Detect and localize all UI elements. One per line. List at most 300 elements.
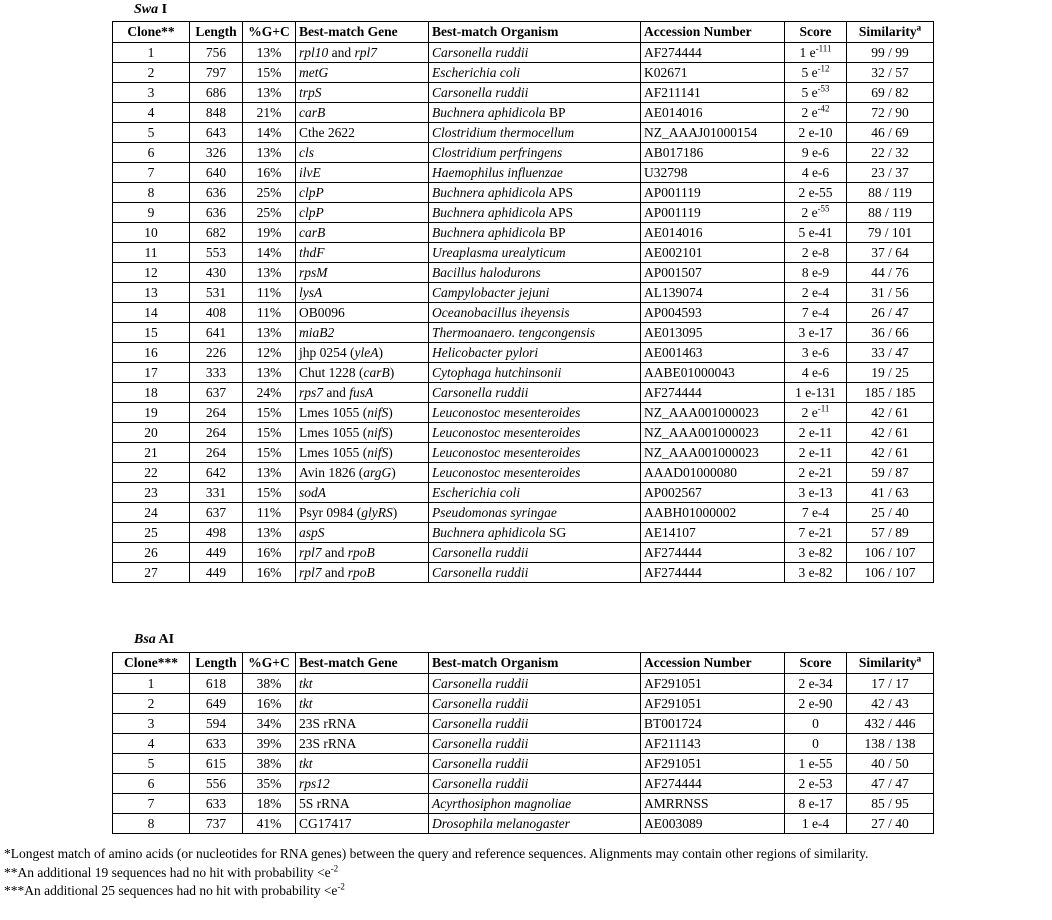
cell-score-segment: 3 e-82 <box>798 564 833 580</box>
cell-gene-segment: ) <box>388 444 393 460</box>
cell-organism-segment: Carsonella ruddii <box>432 544 529 560</box>
cell-organism-segment: Carsonella ruddii <box>432 695 529 711</box>
cell-gene-segment: glyRS <box>361 504 393 520</box>
cell-clone: 23 <box>113 483 190 503</box>
cell-organism-segment: Carsonella ruddii <box>432 675 529 691</box>
cell-gene-segment: 23S rRNA <box>299 715 357 731</box>
cell-organism-segment: Escherichia coli <box>432 64 521 80</box>
cell-organism <box>429 694 641 714</box>
cell-score <box>785 423 847 443</box>
cell-gene <box>296 243 429 263</box>
cell-score-segment: 7 e-4 <box>801 304 830 320</box>
col-header-organism: Best-match Organism <box>429 22 641 43</box>
table-row <box>113 83 934 103</box>
cell-similarity: 72 / 90 <box>847 103 934 123</box>
cell-gene <box>296 323 429 343</box>
cell-organism-segment: Pseudomonas syringae <box>432 504 557 520</box>
cell-organism <box>429 123 641 143</box>
cell-organism-segment: APS <box>545 184 574 200</box>
cell-organism <box>429 503 641 523</box>
table-row <box>113 674 934 694</box>
cell-organism-segment: Leuconostoc mesenteroides <box>432 424 581 440</box>
cell-clone: 3 <box>113 83 190 103</box>
cell-gene <box>296 774 429 794</box>
cell-gene-segment: rps12 <box>299 775 330 791</box>
cell-length: 682 <box>190 223 243 243</box>
cell-gene-segment: CG17417 <box>299 815 352 831</box>
cell-gene-segment: Lmes 1055 ( <box>299 444 368 460</box>
cell-gene <box>296 503 429 523</box>
cell-score <box>785 223 847 243</box>
col-header-organism: Best-match Organism <box>429 653 641 674</box>
cell-organism-segment: APS <box>545 204 574 220</box>
cell-length: 641 <box>190 323 243 343</box>
col-header-clone: Clone** <box>113 22 190 43</box>
cell-length: 737 <box>190 814 243 834</box>
cell-gene-segment: clpP <box>299 184 324 200</box>
table-row <box>113 43 934 63</box>
cell-organism <box>429 243 641 263</box>
cell-gc: 12% <box>243 343 296 363</box>
cell-gc: 13% <box>243 43 296 63</box>
bsa-header-row <box>113 653 934 674</box>
cell-score <box>785 774 847 794</box>
cell-similarity: 42 / 61 <box>847 423 934 443</box>
cell-length: 633 <box>190 794 243 814</box>
cell-length: 643 <box>190 123 243 143</box>
cell-score-segment: 3 e-6 <box>801 344 830 360</box>
cell-score <box>785 523 847 543</box>
cell-gene-segment: fusA <box>349 384 374 400</box>
cell-gene-segment: tkt <box>299 755 313 771</box>
cell-organism-segment: BP <box>545 224 566 240</box>
cell-organism <box>429 543 641 563</box>
cell-clone: 18 <box>113 383 190 403</box>
cell-gene <box>296 734 429 754</box>
cell-length: 636 <box>190 203 243 223</box>
cell-gc: 41% <box>243 814 296 834</box>
col-header-length: Length <box>190 22 243 43</box>
cell-gene-segment: 5S rRNA <box>299 795 350 811</box>
col-header-clone: Clone*** <box>113 653 190 674</box>
cell-organism <box>429 443 641 463</box>
cell-length: 333 <box>190 363 243 383</box>
table-row <box>113 814 934 834</box>
cell-similarity: 40 / 50 <box>847 754 934 774</box>
cell-clone: 22 <box>113 463 190 483</box>
cell-organism-segment: Cytophaga hutchinsonii <box>432 364 562 380</box>
cell-score-segment: -11 <box>817 403 830 413</box>
cell-gc: 35% <box>243 774 296 794</box>
cell-length: 640 <box>190 163 243 183</box>
cell-organism <box>429 43 641 63</box>
cell-gene-segment: ) <box>392 504 398 520</box>
cell-accession: NZ_AAA001000023 <box>641 443 785 463</box>
cell-organism-segment: Leuconostoc mesenteroides <box>432 444 581 460</box>
cell-length: 331 <box>190 483 243 503</box>
footnote-similarity: *Longest match of amino acids (or nucleotides for RNA genes) between the query and reference sequences. Alignments may contain other regions of similarity. <box>4 846 869 861</box>
cell-similarity: 432 / 446 <box>847 714 934 734</box>
cell-clone: 3 <box>113 714 190 734</box>
cell-length: 449 <box>190 543 243 563</box>
cell-accession: AF274444 <box>641 43 785 63</box>
cell-similarity: 69 / 82 <box>847 83 934 103</box>
cell-organism-segment: Clostridium thermocellum <box>432 124 575 140</box>
cell-gc: 11% <box>243 283 296 303</box>
swa-i-table <box>112 21 934 583</box>
cell-organism-segment: Carsonella ruddii <box>432 715 529 731</box>
cell-clone: 27 <box>113 563 190 583</box>
cell-organism-segment: Buchnera aphidicola <box>432 184 546 200</box>
cell-organism <box>429 303 641 323</box>
cell-clone: 9 <box>113 203 190 223</box>
cell-length: 553 <box>190 243 243 263</box>
cell-gene <box>296 223 429 243</box>
cell-clone: 1 <box>113 43 190 63</box>
cell-gene <box>296 814 429 834</box>
cell-accession: AP001119 <box>641 183 785 203</box>
cell-score-segment: 3 e-17 <box>798 324 833 340</box>
cell-clone: 21 <box>113 443 190 463</box>
table-row <box>113 263 934 283</box>
cell-organism-segment: BP <box>545 104 566 120</box>
cell-gene-segment: rpl7 <box>354 44 378 60</box>
cell-organism-segment: Haemophilus influenzae <box>432 164 563 180</box>
cell-organism-segment: Leuconostoc mesenteroides <box>432 464 581 480</box>
cell-score <box>785 283 847 303</box>
cell-similarity: 85 / 95 <box>847 794 934 814</box>
cell-gene-segment: tkt <box>299 695 313 711</box>
cell-gene-segment: Avin 1826 ( <box>299 464 364 480</box>
cell-gene-segment: rpl7 <box>299 544 322 560</box>
cell-gc: 18% <box>243 794 296 814</box>
cell-gene <box>296 383 429 403</box>
cell-score-segment: 3 e-13 <box>798 484 833 500</box>
cell-clone: 13 <box>113 283 190 303</box>
table-row <box>113 734 934 754</box>
cell-clone: 20 <box>113 423 190 443</box>
cell-clone: 10 <box>113 223 190 243</box>
bsa-ai-table <box>112 652 934 834</box>
cell-similarity: 23 / 37 <box>847 163 934 183</box>
cell-organism-segment: Carsonella ruddii <box>432 564 529 580</box>
cell-clone: 2 <box>113 63 190 83</box>
cell-gene-segment: rps7 <box>299 384 324 400</box>
cell-similarity: 42 / 61 <box>847 443 934 463</box>
cell-score-segment: 7 e-21 <box>798 524 833 540</box>
cell-length: 226 <box>190 343 243 363</box>
cell-length: 686 <box>190 83 243 103</box>
cell-gc: 24% <box>243 383 296 403</box>
cell-accession: AP002567 <box>641 483 785 503</box>
cell-length: 637 <box>190 503 243 523</box>
cell-gene-segment: thdF <box>299 244 325 260</box>
cell-organism-segment: Carsonella ruddii <box>432 384 529 400</box>
cell-gene-segment: OB0096 <box>299 304 345 320</box>
col-header-accession: Accession Number <box>641 653 785 674</box>
cell-gc: 16% <box>243 163 296 183</box>
cell-accession: AABE01000043 <box>641 363 785 383</box>
cell-gc: 15% <box>243 443 296 463</box>
cell-score <box>785 694 847 714</box>
cell-score-segment: 2 e-10 <box>798 124 833 140</box>
cell-score <box>785 443 847 463</box>
cell-score-segment: 2 e <box>801 104 818 120</box>
cell-clone: 2 <box>113 694 190 714</box>
cell-organism-segment: Carsonella ruddii <box>432 775 529 791</box>
cell-length: 264 <box>190 443 243 463</box>
cell-score-segment: 7 e-4 <box>801 504 830 520</box>
footnote-swa-no-hit: **An additional 19 sequences had no hit with probability $<e^{-2}$ <box>4 863 339 880</box>
cell-gene-segment: and <box>321 564 348 580</box>
cell-accession: NZ_AAAJ01000154 <box>641 123 785 143</box>
cell-organism <box>429 163 641 183</box>
cell-gc: 38% <box>243 754 296 774</box>
cell-score <box>785 63 847 83</box>
cell-accession: NZ_AAA001000023 <box>641 403 785 423</box>
col-header-score: Score <box>785 22 847 43</box>
cell-score <box>785 303 847 323</box>
table-row <box>113 463 934 483</box>
cell-accession: AP004593 <box>641 303 785 323</box>
cell-accession: AE002101 <box>641 243 785 263</box>
cell-clone: 15 <box>113 323 190 343</box>
cell-length: 449 <box>190 563 243 583</box>
cell-accession: AP001119 <box>641 203 785 223</box>
cell-gene-segment: ) <box>389 364 395 380</box>
cell-accession: AF274444 <box>641 383 785 403</box>
cell-organism-segment: Leuconostoc mesenteroides <box>432 404 581 420</box>
cell-gc: 15% <box>243 403 296 423</box>
cell-score <box>785 814 847 834</box>
cell-accession: AP001507 <box>641 263 785 283</box>
cell-gc: 13% <box>243 263 296 283</box>
cell-gene-segment: rpsM <box>299 264 328 280</box>
cell-score <box>785 343 847 363</box>
table-row <box>113 423 934 443</box>
swa-table-body <box>113 43 934 583</box>
table-row <box>113 774 934 794</box>
cell-gc: 16% <box>243 543 296 563</box>
cell-score-segment: 4 e-6 <box>801 364 830 380</box>
swa-table-title: Swa I <box>134 2 168 17</box>
cell-score <box>785 243 847 263</box>
cell-gc: 34% <box>243 714 296 734</box>
cell-score <box>785 463 847 483</box>
cell-length: 408 <box>190 303 243 323</box>
cell-score-segment: -55 <box>817 203 830 213</box>
cell-organism-segment: Carsonella ruddii <box>432 735 529 751</box>
cell-similarity: 99 / 99 <box>847 43 934 63</box>
cell-organism-segment: Buchnera aphidicola <box>432 104 546 120</box>
cell-gene <box>296 714 429 734</box>
cell-gc: 38% <box>243 674 296 694</box>
table-row <box>113 443 934 463</box>
cell-organism-segment: Drosophila melanogaster <box>432 815 570 831</box>
cell-accession: AAAD01000080 <box>641 463 785 483</box>
cell-gene-segment: sodA <box>299 484 326 500</box>
cell-gene <box>296 303 429 323</box>
cell-similarity: 57 / 89 <box>847 523 934 543</box>
table-row <box>113 63 934 83</box>
cell-length: 264 <box>190 423 243 443</box>
table-row <box>113 323 934 343</box>
cell-score-segment: 2 e-11 <box>798 444 833 460</box>
cell-score-segment: 2 e-34 <box>798 675 833 691</box>
cell-score <box>785 714 847 734</box>
cell-organism-segment: Carsonella ruddii <box>432 84 529 100</box>
cell-score-segment: 1 e-131 <box>795 384 836 400</box>
table-row <box>113 243 934 263</box>
cell-score <box>785 674 847 694</box>
cell-organism <box>429 283 641 303</box>
cell-gene-segment: 23S rRNA <box>299 735 357 751</box>
cell-gene <box>296 123 429 143</box>
cell-score <box>785 383 847 403</box>
cell-gc: 13% <box>243 323 296 343</box>
cell-similarity: 46 / 69 <box>847 123 934 143</box>
cell-gene <box>296 43 429 63</box>
cell-similarity: 41 / 63 <box>847 483 934 503</box>
cell-gene-segment: ) <box>378 344 383 360</box>
cell-clone: 6 <box>113 143 190 163</box>
cell-gc: 13% <box>243 463 296 483</box>
cell-score-segment: 3 e-82 <box>798 544 833 560</box>
cell-gene <box>296 523 429 543</box>
cell-similarity: 22 / 32 <box>847 143 934 163</box>
cell-organism <box>429 323 641 343</box>
cell-gene-segment: Cthe 2622 <box>299 124 355 140</box>
cell-length: 637 <box>190 383 243 403</box>
cell-gene-segment: carB <box>299 224 326 240</box>
cell-gene-segment: aspS <box>299 524 325 540</box>
cell-accession: AF291051 <box>641 754 785 774</box>
table-row <box>113 143 934 163</box>
cell-similarity: 25 / 40 <box>847 503 934 523</box>
cell-score-segment: 2 e-21 <box>798 464 833 480</box>
cell-gene <box>296 163 429 183</box>
cell-gene-segment: ) <box>388 404 393 420</box>
cell-accession: AF211143 <box>641 734 785 754</box>
cell-score-segment: 2 e-4 <box>801 284 830 300</box>
cell-accession: U32798 <box>641 163 785 183</box>
cell-gene-segment: and <box>328 44 355 60</box>
cell-gene-segment: Psyr 0984 ( <box>299 504 362 520</box>
cell-accession: AMRRNSS <box>641 794 785 814</box>
cell-organism-segment: Ureaplasma urealyticum <box>432 244 566 260</box>
cell-score <box>785 403 847 423</box>
cell-length: 615 <box>190 754 243 774</box>
cell-gene <box>296 563 429 583</box>
cell-similarity: 47 / 47 <box>847 774 934 794</box>
cell-organism-segment: Campylobacter jejuni <box>432 284 550 300</box>
cell-gc: 15% <box>243 63 296 83</box>
cell-score-segment: 8 e-17 <box>798 795 833 811</box>
cell-similarity: 138 / 138 <box>847 734 934 754</box>
cell-gene <box>296 483 429 503</box>
cell-organism-segment: Clostridium perfringens <box>432 144 563 160</box>
cell-gene <box>296 203 429 223</box>
cell-accession: AF274444 <box>641 563 785 583</box>
cell-organism <box>429 814 641 834</box>
cell-gene-segment: carB <box>363 364 390 380</box>
cell-similarity: 33 / 47 <box>847 343 934 363</box>
col-header-similarity: Similarity$^a$ <box>847 22 934 43</box>
cell-accession: AL139074 <box>641 283 785 303</box>
cell-length: 636 <box>190 183 243 203</box>
cell-gene-segment: trpS <box>299 84 322 100</box>
cell-gc: 15% <box>243 423 296 443</box>
cell-organism-segment: SG <box>545 524 567 540</box>
cell-gene-segment: yleA <box>354 344 379 360</box>
cell-score-segment: 2 e-8 <box>801 244 830 260</box>
cell-score-segment: 4 e-6 <box>801 164 830 180</box>
cell-gc: 13% <box>243 523 296 543</box>
cell-gene <box>296 463 429 483</box>
cell-organism <box>429 463 641 483</box>
col-header-gene: Best-match Gene <box>296 653 429 674</box>
cell-similarity: 106 / 107 <box>847 543 934 563</box>
cell-organism-segment: Buchnera aphidicola <box>432 524 546 540</box>
cell-score <box>785 163 847 183</box>
cell-organism <box>429 674 641 694</box>
cell-organism <box>429 183 641 203</box>
cell-score <box>785 734 847 754</box>
cell-gc: 13% <box>243 363 296 383</box>
cell-score-segment: 1 e-4 <box>801 815 830 831</box>
cell-gene-segment: tkt <box>299 675 313 691</box>
cell-clone: 4 <box>113 103 190 123</box>
cell-score-segment: 5 e-41 <box>798 224 833 240</box>
cell-score <box>785 323 847 343</box>
table-row <box>113 383 934 403</box>
table-row <box>113 403 934 423</box>
cell-gene <box>296 754 429 774</box>
cell-clone: 24 <box>113 503 190 523</box>
col-header-accession: Accession Number <box>641 22 785 43</box>
col-header-gene: Best-match Gene <box>296 22 429 43</box>
cell-clone: 19 <box>113 403 190 423</box>
cell-score-segment: 1 e-55 <box>798 755 833 771</box>
cell-gene <box>296 403 429 423</box>
cell-gene-segment: and <box>321 544 348 560</box>
cell-clone: 7 <box>113 794 190 814</box>
cell-gene-segment: rpoB <box>347 544 375 560</box>
cell-organism <box>429 223 641 243</box>
cell-gene <box>296 794 429 814</box>
cell-accession: AF291051 <box>641 674 785 694</box>
table-row <box>113 794 934 814</box>
cell-organism <box>429 714 641 734</box>
swa-header-row <box>113 22 934 43</box>
cell-score <box>785 563 847 583</box>
cell-clone: 8 <box>113 814 190 834</box>
cell-gc: 11% <box>243 503 296 523</box>
cell-length: 531 <box>190 283 243 303</box>
cell-length: 618 <box>190 674 243 694</box>
cell-clone: 4 <box>113 734 190 754</box>
cell-gene-segment: Lmes 1055 ( <box>299 404 368 420</box>
cell-length: 430 <box>190 263 243 283</box>
cell-gene-segment: rpl10 <box>299 44 329 60</box>
cell-gene-segment: miaB2 <box>299 324 335 340</box>
cell-organism <box>429 754 641 774</box>
cell-organism <box>429 63 641 83</box>
cell-gene-segment: argG <box>363 464 392 480</box>
cell-accession: NZ_AAA001000023 <box>641 423 785 443</box>
cell-gc: 13% <box>243 83 296 103</box>
cell-gene <box>296 63 429 83</box>
